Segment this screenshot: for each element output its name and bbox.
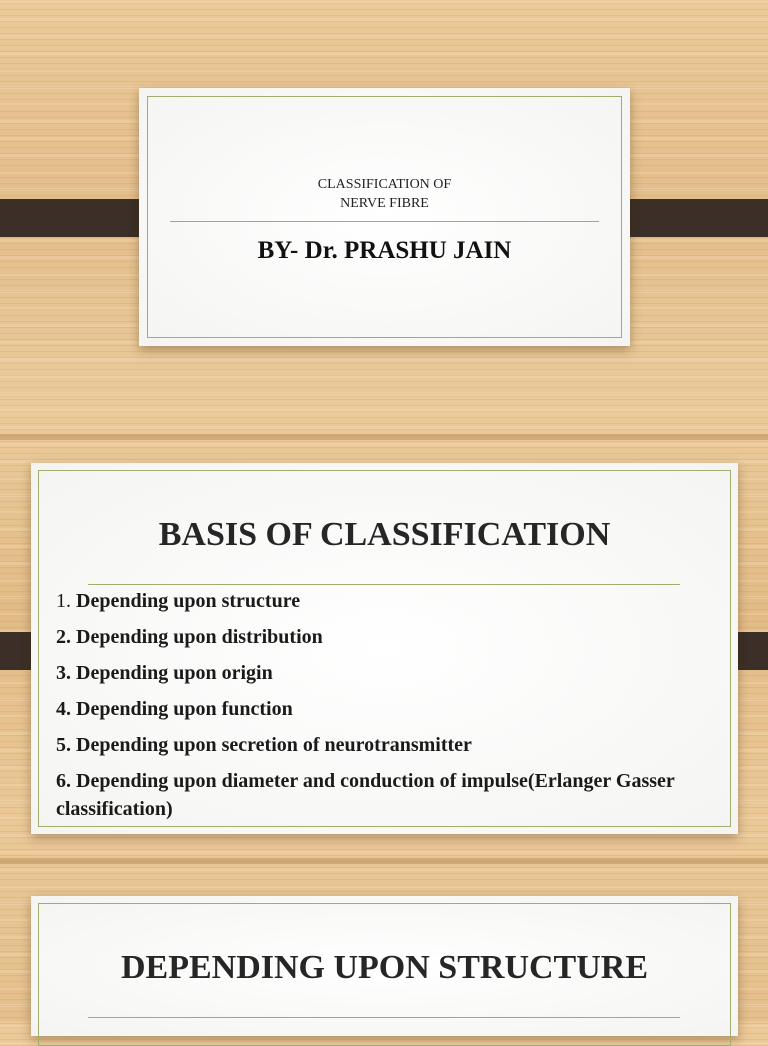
- heading-divider: [88, 584, 680, 585]
- author-name: BY- Dr. PRASHU JAIN: [257, 237, 512, 264]
- wood-seam: [0, 858, 768, 864]
- slide-heading: DEPENDING UPON STRUCTURE: [120, 949, 649, 986]
- item-text: Depending upon diameter and conduction of impulse(Erlanger Gasser classification): [56, 770, 675, 820]
- slide-heading: BASIS OF CLASSIFICATION: [158, 516, 611, 553]
- item-number: 6.: [56, 770, 71, 792]
- list-item: [56, 731, 706, 759]
- item-text: Depending upon origin: [76, 662, 273, 684]
- structure-slide: [31, 896, 738, 1036]
- list-item: [56, 767, 706, 823]
- item-number: 3.: [56, 662, 71, 684]
- list-item: [56, 695, 706, 723]
- basis-slide: [31, 463, 738, 834]
- item-number: 1.: [56, 590, 71, 612]
- title-slide: [139, 88, 630, 346]
- item-text: Depending upon structure: [76, 590, 301, 612]
- slide-title: [139, 175, 630, 213]
- list-item: [56, 587, 706, 615]
- item-text: Depending upon function: [76, 698, 293, 720]
- list-item: [56, 659, 706, 687]
- wood-seam: [0, 434, 768, 440]
- list-item: [56, 623, 706, 651]
- slide-frame: [147, 96, 622, 338]
- item-number: 2.: [56, 626, 71, 648]
- right-strap: [612, 199, 768, 237]
- classification-list: [56, 587, 706, 831]
- item-number: 5.: [56, 734, 71, 756]
- left-strap: [0, 199, 156, 237]
- title-line-1: CLASSIFICATION OF: [317, 177, 452, 192]
- item-number: 4.: [56, 698, 71, 720]
- item-text: Depending upon secretion of neurotransmitter: [76, 734, 472, 756]
- title-line-2: NERVE FIBRE: [340, 196, 429, 211]
- heading-divider: [88, 1017, 680, 1018]
- title-divider: [170, 221, 599, 222]
- item-text: Depending upon distribution: [76, 626, 323, 648]
